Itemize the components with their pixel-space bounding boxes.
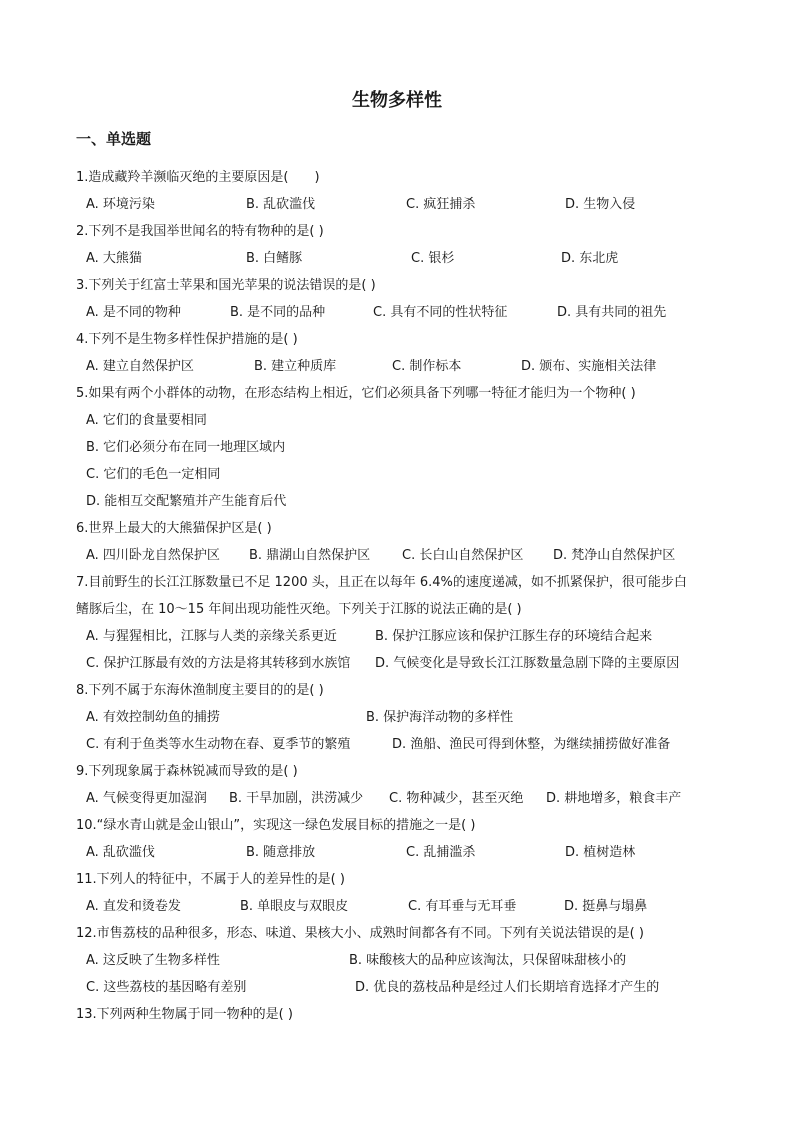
question-stem: 11.下列人的特征中，不属于人的差异性的是( ) — [76, 872, 345, 887]
option-a: A. 四川卧龙自然保护区 — [86, 548, 220, 563]
option-d: D. 优良的荔枝品种是经过人们长期培育选择才产生的 — [355, 980, 660, 995]
option-b: B. 鼎湖山自然保护区 — [249, 548, 371, 563]
options-row — [86, 841, 726, 859]
option-a: A. 它们的食量要相同 — [86, 413, 207, 428]
option-d: D. 渔船、渔民可得到休整，为继续捕捞做好准备 — [392, 737, 671, 752]
option-b: B. 单眼皮与双眼皮 — [240, 899, 349, 914]
options-row — [86, 625, 726, 643]
option-c: C. 银杉 — [411, 251, 455, 266]
option-a: A. 有效控制幼鱼的捕捞 — [86, 710, 220, 725]
option-d: D. 生物入侵 — [565, 197, 636, 212]
option-b: B. 随意排放 — [246, 845, 316, 860]
option-a: A. 是不同的物种 — [86, 305, 181, 320]
option-c: C. 有耳垂与无耳垂 — [408, 899, 517, 914]
option-a: A. 直发和烫卷发 — [86, 899, 181, 914]
option-c: C. 长白山自然保护区 — [402, 548, 524, 563]
option-d: D. 梵净山自然保护区 — [553, 548, 676, 563]
option-d: D. 东北虎 — [561, 251, 619, 266]
option-b: B. 建立种质库 — [254, 359, 337, 374]
options-row — [86, 733, 726, 751]
options-row — [86, 949, 726, 967]
option-b: B. 白鳍豚 — [246, 251, 303, 266]
option-a: A. 乱砍滥伐 — [86, 845, 155, 860]
option-d: D. 植树造林 — [565, 845, 636, 860]
question-stem: 1.造成藏羚羊濒临灭绝的主要原因是( ) — [76, 170, 320, 185]
section-heading: 一、单选题 — [76, 130, 152, 148]
question-stem: 10.“绿水青山就是金山银山”，实现这一绿色发展目标的措施之一是( ) — [76, 818, 476, 833]
option-c: C. 有利于鱼类等水生动物在春、夏季节的繁殖 — [86, 737, 351, 752]
question-stem: 12.市售荔枝的品种很多，形态、味道、果核大小、成熟时间都各有不同。下列有关说法错误的是( ) — [76, 926, 644, 941]
option-b: B. 它们必须分布在同一地理区域内 — [86, 440, 286, 455]
option-b: B. 保护海洋动物的多样性 — [366, 710, 514, 725]
option-a: A. 建立自然保护区 — [86, 359, 194, 374]
option-c: C. 具有不同的性状特征 — [373, 305, 508, 320]
options-row — [86, 193, 726, 211]
options-row — [86, 301, 726, 319]
option-c: C. 保护江豚最有效的方法是将其转移到水族馆 — [86, 656, 351, 671]
question-stem-continued: 鳍豚后尘，在 10～15 年间出现功能性灭绝。下列关于江豚的说法正确的是( ) — [76, 602, 522, 617]
option-a: A. 与猩猩相比，江豚与人类的亲缘关系更近 — [86, 629, 337, 644]
options-row — [86, 895, 726, 913]
options-row — [86, 544, 726, 562]
option-a: A. 大熊猫 — [86, 251, 142, 266]
options-row — [86, 355, 726, 373]
option-a: A. 气候变得更加湿润 — [86, 791, 207, 806]
page-title: 生物多样性 — [352, 90, 442, 111]
option-b: B. 是不同的品种 — [230, 305, 326, 320]
question-stem: 9.下列现象属于森林锐减而导致的是( ) — [76, 764, 298, 779]
option-c: C. 物种减少，甚至灭绝 — [389, 791, 524, 806]
option-b: B. 保护江豚应该和保护江豚生存的环境结合起来 — [375, 629, 653, 644]
question-stem: 8.下列不属于东海休渔制度主要目的的是( ) — [76, 683, 324, 698]
question-stem: 2.下列不是我国举世闻名的特有物种的是( ) — [76, 224, 324, 239]
option-c: C. 它们的毛色一定相同 — [86, 467, 221, 482]
option-a: A. 环境污染 — [86, 197, 155, 212]
option-d: D. 具有共同的祖先 — [557, 305, 667, 320]
option-c: C. 乱捕滥杀 — [406, 845, 476, 860]
option-d: D. 颁布、实施相关法律 — [521, 359, 657, 374]
option-b: B. 干旱加剧，洪涝减少 — [229, 791, 364, 806]
option-a: A. 这反映了生物多样性 — [86, 953, 220, 968]
option-b: B. 味酸核大的品种应该淘汰，只保留味甜核小的 — [349, 953, 627, 968]
question-stem: 3.下列关于红富士苹果和国光苹果的说法错误的是( ) — [76, 278, 376, 293]
question-stem: 4.下列不是生物多样性保护措施的是( ) — [76, 332, 298, 347]
options-row — [86, 976, 726, 994]
options-row — [86, 706, 726, 724]
option-d: D. 挺鼻与塌鼻 — [564, 899, 648, 914]
option-b: B. 乱砍滥伐 — [246, 197, 316, 212]
options-row — [86, 787, 726, 805]
question-stem: 5.如果有两个小群体的动物，在形态结构上相近，它们必须具备下列哪一特征才能归为一个物种( ) — [76, 386, 636, 401]
option-d: D. 能相互交配繁殖并产生能育后代 — [86, 494, 287, 509]
options-row — [86, 652, 726, 670]
option-c: C. 制作标本 — [392, 359, 462, 374]
option-d: D. 气候变化是导致长江江豚数量急剧下降的主要原因 — [375, 656, 680, 671]
option-d: D. 耕地增多，粮食丰产 — [546, 791, 682, 806]
option-c: C. 疯狂捕杀 — [406, 197, 476, 212]
options-row — [86, 247, 726, 265]
option-c: C. 这些荔枝的基因略有差别 — [86, 980, 247, 995]
question-stem: 6.世界上最大的大熊猫保护区是( ) — [76, 521, 272, 536]
question-stem: 7.目前野生的长江江豚数量已不足 1200 头，且正在以每年 6.4%的速度递减，如不抓紧保护，很可能步白 — [76, 575, 687, 590]
question-stem: 13.下列两种生物属于同一物种的是( ) — [76, 1007, 293, 1022]
